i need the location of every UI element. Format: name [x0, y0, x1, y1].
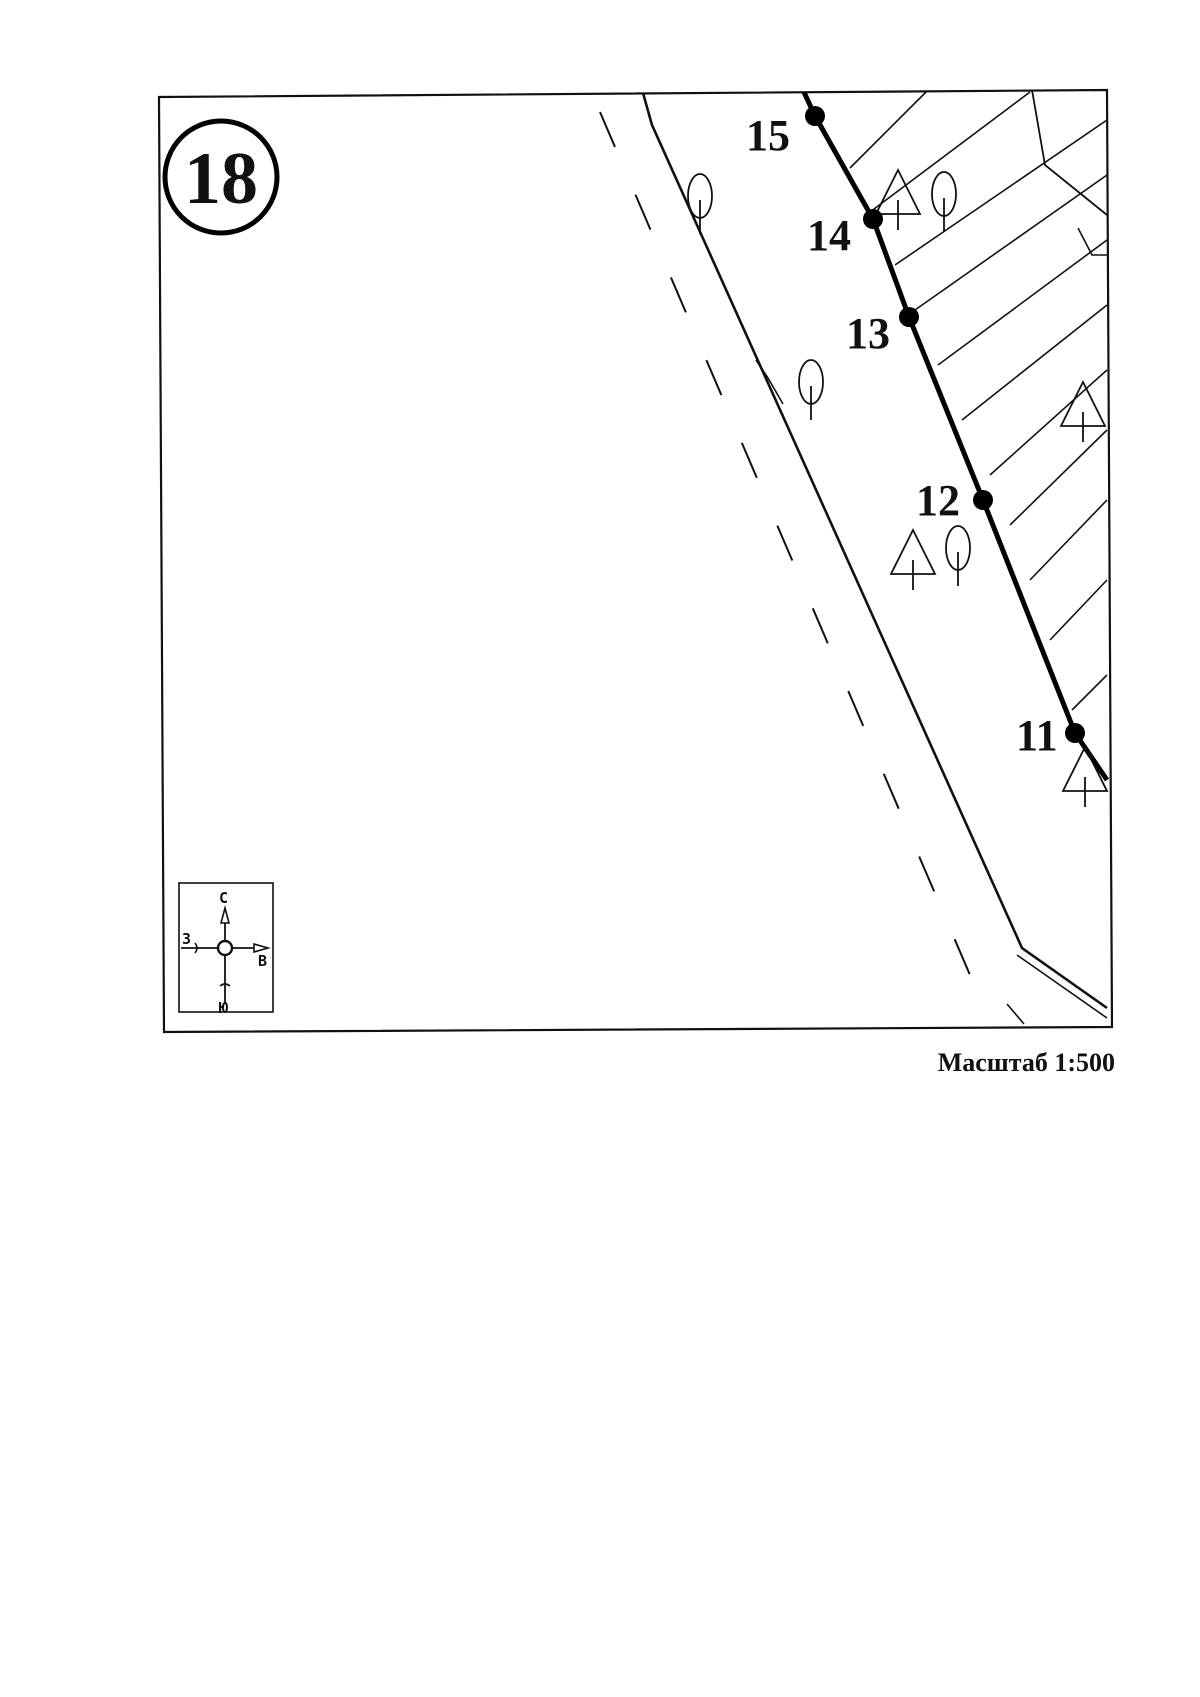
kerb-marker — [756, 360, 783, 404]
sheet-number: 18 — [184, 138, 258, 220]
scale-caption: Масштаб 1:500 — [937, 1048, 1115, 1077]
boundary-point-marker — [973, 490, 993, 510]
boundary-point-marker — [899, 307, 919, 327]
compass-north-label: С — [219, 889, 229, 907]
deciduous-tree-icon — [799, 360, 823, 420]
parcel-boundary-line — [803, 90, 1107, 780]
boundary-point-label: 13 — [846, 309, 890, 358]
sheet-number-badge — [165, 121, 277, 233]
road-edge-inner — [1017, 955, 1107, 1018]
deciduous-tree-icon — [932, 172, 956, 232]
coniferous-tree-icon — [891, 530, 935, 590]
boundary-point-marker — [805, 106, 825, 126]
boundary-point-label: 12 — [916, 476, 960, 525]
north-arrow-icon — [221, 908, 229, 923]
compass-east-label: В — [258, 952, 268, 970]
deciduous-tree-icon — [946, 526, 970, 586]
compass-west-label: З — [182, 930, 192, 948]
deciduous-tree-icon — [688, 174, 712, 234]
boundary-point-marker — [1065, 723, 1085, 743]
boundary-point-label: 14 — [807, 211, 851, 260]
road-centre-dashed-line — [600, 112, 970, 975]
east-arrow-icon — [254, 944, 268, 952]
map-frame — [159, 90, 1112, 1032]
road-edge-stub — [1007, 1004, 1024, 1024]
building-outline — [1032, 90, 1107, 215]
boundary-point-label: 11 — [1016, 711, 1058, 760]
coniferous-tree-icon — [1063, 747, 1107, 807]
boundary-point-marker — [863, 209, 883, 229]
compass-rose — [179, 883, 273, 1017]
boundary-point-label: 15 — [746, 111, 790, 160]
compass-south-label: Ю — [219, 999, 229, 1017]
